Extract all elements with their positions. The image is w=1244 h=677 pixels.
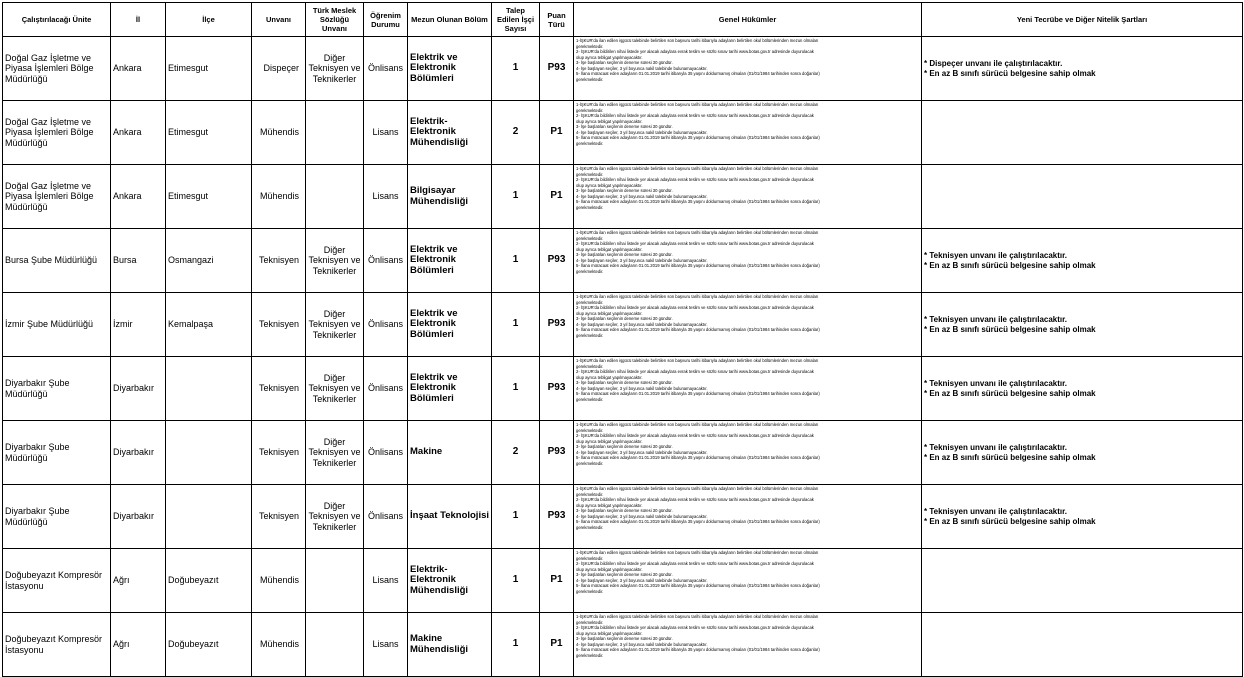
cell-general-provisions xyxy=(574,165,922,229)
header-unit: Çalıştırılacağı Ünite xyxy=(3,3,111,37)
general-provision-line: 2- İŞKUR'da bildirilen nihai listede yer alacak adaylara evrak teslim ve sözlü sınav tarihi www.botas.gov.tr adresinde duyurulacak xyxy=(576,369,814,375)
header-province: İl xyxy=(111,3,166,37)
cell-education: Önlisans xyxy=(364,357,408,421)
cell-province: Ankara xyxy=(111,101,166,165)
cell-title: Mühendis xyxy=(252,165,306,229)
general-provision-line: gerekmektedir. xyxy=(576,204,604,210)
cell-score: P93 xyxy=(540,37,574,101)
cell-score: P93 xyxy=(540,421,574,485)
table-row xyxy=(3,293,1243,357)
general-provision-line: olup ayrıca tebligat yapılmayacaktır. xyxy=(576,246,643,252)
cell-occupation xyxy=(306,613,364,677)
cell-count: 1 xyxy=(492,613,540,677)
general-provision-line: 1-İŞKUR'da ilan edilen işgücü talebinde belirtilen son başvuru tarihi itibarıyla adayların belirtilen okul bölümlerinden mezun olmaları xyxy=(576,102,819,107)
table-row xyxy=(3,165,1243,229)
general-provision-line: 4- İşe başlayan seçiler, 3 yıl boyunca nakil talebinde bulunamayacaktır. xyxy=(576,321,708,327)
general-provision-line: 2- İŞKUR'da bildirilen nihai listede yer alacak adaylara evrak teslim ve sözlü sınav tarihi www.botas.gov.tr adresinde duyurulacak xyxy=(576,433,814,439)
cell-district: Etimesgut xyxy=(166,165,252,229)
general-provision-line: 5- İlana müracaat eden adayların 01.01.2019 tarihi itibarıyla 35 yaşını doldurmamış olmaları (01/01/1984 tarihinden sonra doğanlar) xyxy=(576,583,820,589)
cell-score: P93 xyxy=(540,357,574,421)
cell-province: Ankara xyxy=(111,37,166,101)
cell-department: Elektrik ve Elektronik Bölümleri xyxy=(408,357,492,421)
general-provision-line: 1-İŞKUR'da ilan edilen işgücü talebinde belirtilen son başvuru tarihi itibarıyla adayların belirtilen okul bölümlerinden mezun olmaları xyxy=(576,614,819,619)
cell-title: Mühendis xyxy=(252,101,306,165)
requirement-line: * Teknisyen unvanı ile çalıştırılacaktır. xyxy=(924,250,1068,260)
general-provision-line: 3- İşe başlatılan seçilenin deneme süresi 30 gündür. xyxy=(576,380,673,386)
general-provision-line: gerekmektedir. xyxy=(576,140,604,146)
cell-province: Diyarbakır xyxy=(111,485,166,549)
header-education: Öğrenim Durumu xyxy=(364,3,408,37)
cell-unit: Diyarbakır Şube Müdürlüğü xyxy=(3,421,111,485)
general-provision-line: gerekmektedir. xyxy=(576,235,604,241)
cell-title: Mühendis xyxy=(252,613,306,677)
general-provision-line: 5- İlana müracaat eden adayların 01.01.2019 tarihi itibarıyla 35 yaşını doldurmamış olmaları (01/01/1984 tarihinden sonra doğanlar) xyxy=(576,455,820,461)
requirement-line: * En az B sınıfı sürücü belgesine sahip olmak xyxy=(924,260,1096,270)
cell-title: Teknisyen xyxy=(252,357,306,421)
cell-count: 1 xyxy=(492,165,540,229)
general-provision-line: 2- İŞKUR'da bildirilen nihai listede yer alacak adaylara evrak teslim ve sözlü sınav tarihi www.botas.gov.tr adresinde duyurulacak xyxy=(576,625,814,631)
cell-title: Mühendis xyxy=(252,549,306,613)
cell-education: Lisans xyxy=(364,613,408,677)
cell-general-provisions xyxy=(574,485,922,549)
general-provision-line: gerekmektedir. xyxy=(576,588,604,594)
job-listing-table xyxy=(2,2,1243,677)
cell-requirements xyxy=(922,101,1243,165)
general-provision-line: 4- İşe başlayan seçiler, 3 yıl boyunca nakil talebinde bulunamayacaktır. xyxy=(576,449,708,455)
cell-department: Elektrik-Elektronik Mühendisliği xyxy=(408,549,492,613)
cell-unit: Diyarbakır Şube Müdürlüğü xyxy=(3,357,111,421)
general-provision-line: 5- İlana müracaat eden adayların 01.01.2019 tarihi itibarıyla 35 yaşını doldurmamış olmaları (01/01/1984 tarihinden sonra doğanlar) xyxy=(576,263,820,269)
requirement-line: * Teknisyen unvanı ile çalıştırılacaktır. xyxy=(924,314,1068,324)
table-body xyxy=(3,37,1243,677)
cell-province: Bursa xyxy=(111,229,166,293)
cell-general-provisions xyxy=(574,613,922,677)
general-provision-line: 1-İŞKUR'da ilan edilen işgücü talebinde belirtilen son başvuru tarihi itibarıyla adayların belirtilen okul bölümlerinden mezun olmaları xyxy=(576,422,819,427)
cell-title: Teknisyen xyxy=(252,229,306,293)
general-provision-line: 3- İşe başlatılan seçilenin deneme süresi 30 gündür. xyxy=(576,572,673,578)
cell-unit: Doğal Gaz İşletme ve Piyasa İşlemleri Bölge Müdürlüğü xyxy=(3,37,111,101)
general-provision-line: 5- İlana müracaat eden adayların 01.01.2019 tarihi itibarıyla 35 yaşını doldurmamış olmaları (01/01/1984 tarihinden sonra doğanlar) xyxy=(576,391,820,397)
cell-title: Teknisyen xyxy=(252,421,306,485)
header-requirements: Yeni Tecrübe ve Diğer Nitelik Şartları xyxy=(922,3,1243,37)
cell-requirements xyxy=(922,229,1243,293)
cell-count: 2 xyxy=(492,421,540,485)
cell-unit: İzmir Şube Müdürlüğü xyxy=(3,293,111,357)
cell-district xyxy=(166,421,252,485)
cell-education: Önlisans xyxy=(364,37,408,101)
cell-count: 1 xyxy=(492,293,540,357)
cell-count: 1 xyxy=(492,485,540,549)
general-provision-line: 1-İŞKUR'da ilan edilen işgücü talebinde belirtilen son başvuru tarihi itibarıyla adayların belirtilen okul bölümlerinden mezun olmaları xyxy=(576,486,819,491)
cell-occupation xyxy=(306,165,364,229)
cell-title: Teknisyen xyxy=(252,293,306,357)
general-provision-line: 4- İşe başlayan seçiler, 3 yıl boyunca nakil talebinde bulunamayacaktır. xyxy=(576,129,708,135)
cell-education: Lisans xyxy=(364,165,408,229)
general-provision-line: 1-İŞKUR'da ilan edilen işgücü talebinde belirtilen son başvuru tarihi itibarıyla adayların belirtilen okul bölümlerinden mezun olmaları xyxy=(576,358,819,363)
general-provision-line: 1-İŞKUR'da ilan edilen işgücü talebinde belirtilen son başvuru tarihi itibarıyla adayların belirtilen okul bölümlerinden mezun olmaları xyxy=(576,166,819,171)
header-department: Mezun Olunan Bölüm xyxy=(408,3,492,37)
general-provision-line: gerekmektedir. xyxy=(576,171,604,177)
cell-score: P1 xyxy=(540,101,574,165)
table-row xyxy=(3,485,1243,549)
cell-score: P93 xyxy=(540,229,574,293)
cell-education: Önlisans xyxy=(364,421,408,485)
cell-title: Dispeçer xyxy=(252,37,306,101)
general-provision-line: gerekmektedir. xyxy=(576,76,604,82)
general-provision-line: gerekmektedir. xyxy=(576,524,604,530)
general-provision-line: 5- İlana müracaat eden adayların 01.01.2019 tarihi itibarıyla 35 yaşını doldurmamış olmaları (01/01/1984 tarihinden sonra doğanlar) xyxy=(576,647,820,653)
general-provision-line: gerekmektedir. xyxy=(576,652,604,658)
general-provision-line: 4- İşe başlayan seçiler, 3 yıl boyunca nakil talebinde bulunamayacaktır. xyxy=(576,641,708,647)
requirement-line: * En az B sınıfı sürücü belgesine sahip olmak xyxy=(924,388,1096,398)
header-row xyxy=(3,3,1243,37)
cell-district: Etimesgut xyxy=(166,37,252,101)
requirement-line: * Teknisyen unvanı ile çalıştırılacaktır. xyxy=(924,506,1068,516)
general-provision-line: olup ayrıca tebligat yapılmayacaktır. xyxy=(576,310,643,316)
table-row xyxy=(3,229,1243,293)
requirement-line: * En az B sınıfı sürücü belgesine sahip olmak xyxy=(924,452,1096,462)
cell-count: 1 xyxy=(492,357,540,421)
general-provision-line: 5- İlana müracaat eden adayların 01.01.2019 tarihi itibarıyla 35 yaşını doldurmamış olmaları (01/01/1984 tarihinden sonra doğanlar) xyxy=(576,199,820,205)
cell-education: Önlisans xyxy=(364,485,408,549)
cell-requirements xyxy=(922,613,1243,677)
general-provision-line: 4- İşe başlayan seçiler, 3 yıl boyunca nakil talebinde bulunamayacaktır. xyxy=(576,385,708,391)
cell-requirements xyxy=(922,485,1243,549)
table-row xyxy=(3,613,1243,677)
requirement-line: * En az B sınıfı sürücü belgesine sahip olmak xyxy=(924,516,1096,526)
cell-general-provisions xyxy=(574,421,922,485)
cell-requirements xyxy=(922,421,1243,485)
cell-department: Bilgisayar Mühendisliği xyxy=(408,165,492,229)
general-provision-line: 2- İŞKUR'da bildirilen nihai listede yer alacak adaylara evrak teslim ve sözlü sınav tarihi www.botas.gov.tr adresinde duyurulacak xyxy=(576,561,814,567)
cell-score: P1 xyxy=(540,165,574,229)
cell-district xyxy=(166,485,252,549)
general-provision-line: 2- İŞKUR'da bildirilen nihai listede yer alacak adaylara evrak teslim ve sözlü sınav tarihi www.botas.gov.tr adresinde duyurulacak xyxy=(576,497,814,503)
cell-general-provisions xyxy=(574,229,922,293)
general-provision-line: gerekmektedir. xyxy=(576,299,604,305)
cell-department: Elektrik ve Elektronik Bölümleri xyxy=(408,293,492,357)
general-provision-line: gerekmektedir. xyxy=(576,396,604,402)
general-provision-line: 3- İşe başlatılan seçilenin deneme süresi 30 gündür. xyxy=(576,636,673,642)
general-provision-line: 3- İşe başlatılan seçilenin deneme süresi 30 gündür. xyxy=(576,188,673,194)
cell-province: Ağrı xyxy=(111,549,166,613)
general-provision-line: 4- İşe başlayan seçiler, 3 yıl boyunca nakil talebinde bulunamayacaktır. xyxy=(576,257,708,263)
cell-count: 1 xyxy=(492,37,540,101)
cell-unit: Doğal Gaz İşletme ve Piyasa İşlemleri Bölge Müdürlüğü xyxy=(3,165,111,229)
requirement-line: * En az B sınıfı sürücü belgesine sahip olmak xyxy=(924,68,1096,78)
requirement-line: * Teknisyen unvanı ile çalıştırılacaktır. xyxy=(924,442,1068,452)
general-provision-line: 3- İşe başlatılan seçilenin deneme süresi 30 gündür. xyxy=(576,124,673,130)
general-provision-line: olup ayrıca tebligat yapılmayacaktır. xyxy=(576,182,643,188)
cell-department: Elektrik ve Elektronik Bölümleri xyxy=(408,37,492,101)
cell-department: İnşaat Teknolojisi xyxy=(408,485,492,549)
cell-requirements xyxy=(922,293,1243,357)
cell-general-provisions xyxy=(574,37,922,101)
cell-unit: Doğubeyazıt Kompresör İstasyonu xyxy=(3,549,111,613)
table-row xyxy=(3,357,1243,421)
cell-requirements xyxy=(922,549,1243,613)
cell-general-provisions xyxy=(574,101,922,165)
header-occupation: Türk Meslek Sözlüğü Unvanı xyxy=(306,3,364,37)
cell-score: P93 xyxy=(540,293,574,357)
general-provision-line: 3- İşe başlatılan seçilenin deneme süresi 30 gündür. xyxy=(576,252,673,258)
cell-occupation: Diğer Teknisyen ve Teknikerler xyxy=(306,357,364,421)
table-row xyxy=(3,421,1243,485)
cell-district: Etimesgut xyxy=(166,101,252,165)
general-provision-line: olup ayrıca tebligat yapılmayacaktır. xyxy=(576,118,643,124)
cell-province: Ankara xyxy=(111,165,166,229)
general-provision-line: gerekmektedir. xyxy=(576,268,604,274)
table-row xyxy=(3,549,1243,613)
cell-count: 1 xyxy=(492,229,540,293)
cell-unit: Doğubeyazıt Kompresör İstasyonu xyxy=(3,613,111,677)
cell-province: İzmir xyxy=(111,293,166,357)
cell-title: Teknisyen xyxy=(252,485,306,549)
general-provision-line: 3- İşe başlatılan seçilenin deneme süresi 30 gündür. xyxy=(576,60,673,66)
cell-requirements xyxy=(922,357,1243,421)
general-provision-line: 3- İşe başlatılan seçilenin deneme süresi 30 gündür. xyxy=(576,316,673,322)
cell-province: Diyarbakır xyxy=(111,421,166,485)
cell-general-provisions xyxy=(574,549,922,613)
cell-department: Elektrik-Elektronik Mühendisliği xyxy=(408,101,492,165)
cell-department: Makine xyxy=(408,421,492,485)
general-provision-line: gerekmektedir. xyxy=(576,460,604,466)
cell-unit: Bursa Şube Müdürlüğü xyxy=(3,229,111,293)
general-provision-line: gerekmektedir. xyxy=(576,107,604,113)
table-row xyxy=(3,101,1243,165)
cell-district: Osmangazi xyxy=(166,229,252,293)
general-provision-line: 4- İşe başlayan seçiler, 3 yıl boyunca nakil talebinde bulunamayacaktır. xyxy=(576,193,708,199)
cell-province: Ağrı xyxy=(111,613,166,677)
general-provision-line: 2- İŞKUR'da bildirilen nihai listede yer alacak adaylara evrak teslim ve sözlü sınav tarihi www.botas.gov.tr adresinde duyurulacak xyxy=(576,113,814,119)
cell-score: P93 xyxy=(540,485,574,549)
cell-district: Kemalpaşa xyxy=(166,293,252,357)
cell-district xyxy=(166,357,252,421)
cell-occupation: Diğer Teknisyen ve Teknikerler xyxy=(306,229,364,293)
header-district: İlçe xyxy=(166,3,252,37)
cell-education: Lisans xyxy=(364,101,408,165)
general-provision-line: 5- İlana müracaat eden adayların 01.01.2019 tarihi itibarıyla 35 yaşını doldurmamış olmaları (01/01/1984 tarihinden sonra doğanlar) xyxy=(576,71,820,77)
header-score: Puan Türü xyxy=(540,3,574,37)
general-provision-line: gerekmektedir. xyxy=(576,491,604,497)
cell-score: P1 xyxy=(540,613,574,677)
cell-department: Makine Mühendisliği xyxy=(408,613,492,677)
general-provision-line: gerekmektedir. xyxy=(576,427,604,433)
cell-district: Doğubeyazıt xyxy=(166,613,252,677)
general-provision-line: 3- İşe başlatılan seçilenin deneme süresi 30 gündür. xyxy=(576,444,673,450)
cell-occupation: Diğer Teknisyen ve Teknikerler xyxy=(306,293,364,357)
general-provision-line: 2- İŞKUR'da bildirilen nihai listede yer alacak adaylara evrak teslim ve sözlü sınav tarihi www.botas.gov.tr adresinde duyurulacak xyxy=(576,177,814,183)
general-provision-line: 5- İlana müracaat eden adayların 01.01.2019 tarihi itibarıyla 35 yaşını doldurmamış olmaları (01/01/1984 tarihinden sonra doğanlar) xyxy=(576,327,820,333)
general-provision-line: 2- İŞKUR'da bildirilen nihai listede yer alacak adaylara evrak teslim ve sözlü sınav tarihi www.botas.gov.tr adresinde duyurulacak xyxy=(576,49,814,55)
general-provision-line: 1-İŞKUR'da ilan edilen işgücü talebinde belirtilen son başvuru tarihi itibarıyla adayların belirtilen okul bölümlerinden mezun olmaları xyxy=(576,294,819,299)
requirement-line: * Dispeçer unvanı ile çalıştırılacaktır. xyxy=(924,58,1063,68)
general-provision-line: 4- İşe başlayan seçiler, 3 yıl boyunca nakil talebinde bulunamayacaktır. xyxy=(576,513,708,519)
cell-general-provisions xyxy=(574,293,922,357)
general-provision-line: olup ayrıca tebligat yapılmayacaktır. xyxy=(576,502,643,508)
general-provision-line: 1-İŞKUR'da ilan edilen işgücü talebinde belirtilen son başvuru tarihi itibarıyla adayların belirtilen okul bölümlerinden mezun olmaları xyxy=(576,230,819,235)
general-provision-line: 5- İlana müracaat eden adayların 01.01.2019 tarihi itibarıyla 35 yaşını doldurmamış olmaları (01/01/1984 tarihinden sonra doğanlar) xyxy=(576,135,820,141)
general-provision-line: olup ayrıca tebligat yapılmayacaktır. xyxy=(576,438,643,444)
requirement-line: * Teknisyen unvanı ile çalıştırılacaktır. xyxy=(924,378,1068,388)
cell-district: Doğubeyazıt xyxy=(166,549,252,613)
general-provision-line: olup ayrıca tebligat yapılmayacaktır. xyxy=(576,54,643,60)
header-title: Unvanı xyxy=(252,3,306,37)
cell-count: 1 xyxy=(492,549,540,613)
general-provision-line: 1-İŞKUR'da ilan edilen işgücü talebinde belirtilen son başvuru tarihi itibarıyla adayların belirtilen okul bölümlerinden mezun olmaları xyxy=(576,38,819,43)
general-provision-line: gerekmektedir. xyxy=(576,619,604,625)
requirement-line: * En az B sınıfı sürücü belgesine sahip olmak xyxy=(924,324,1096,334)
cell-unit: Doğal Gaz İşletme ve Piyasa İşlemleri Bölge Müdürlüğü xyxy=(3,101,111,165)
cell-education: Önlisans xyxy=(364,229,408,293)
cell-requirements xyxy=(922,165,1243,229)
general-provision-line: gerekmektedir. xyxy=(576,43,604,49)
cell-requirements xyxy=(922,37,1243,101)
general-provision-line: gerekmektedir. xyxy=(576,363,604,369)
general-provision-line: 1-İŞKUR'da ilan edilen işgücü talebinde belirtilen son başvuru tarihi itibarıyla adayların belirtilen okul bölümlerinden mezun olmaları xyxy=(576,550,819,555)
general-provision-line: 5- İlana müracaat eden adayların 01.01.2019 tarihi itibarıyla 35 yaşını doldurmamış olmaları (01/01/1984 tarihinden sonra doğanlar) xyxy=(576,519,820,525)
cell-province: Diyarbakır xyxy=(111,357,166,421)
cell-count: 2 xyxy=(492,101,540,165)
general-provision-line: 2- İŞKUR'da bildirilen nihai listede yer alacak adaylara evrak teslim ve sözlü sınav tarihi www.botas.gov.tr adresinde duyurulacak xyxy=(576,241,814,247)
general-provision-line: 4- İşe başlayan seçiler, 3 yıl boyunca nakil talebinde bulunamayacaktır. xyxy=(576,577,708,583)
table-row xyxy=(3,37,1243,101)
header-count: Talep Edilen İşçi Sayısı xyxy=(492,3,540,37)
cell-department: Elektrik ve Elektronik Bölümleri xyxy=(408,229,492,293)
general-provision-line: olup ayrıca tebligat yapılmayacaktır. xyxy=(576,630,643,636)
general-provision-line: 2- İŞKUR'da bildirilen nihai listede yer alacak adaylara evrak teslim ve sözlü sınav tarihi www.botas.gov.tr adresinde duyurulacak xyxy=(576,305,814,311)
cell-education: Önlisans xyxy=(364,293,408,357)
header-general: Genel Hükümler xyxy=(574,3,922,37)
cell-occupation: Diğer Teknisyen ve Teknikerler xyxy=(306,421,364,485)
general-provision-line: 4- İşe başlayan seçiler, 3 yıl boyunca nakil talebinde bulunamayacaktır. xyxy=(576,65,708,71)
general-provision-line: 3- İşe başlatılan seçilenin deneme süresi 30 gündür. xyxy=(576,508,673,514)
general-provision-line: olup ayrıca tebligat yapılmayacaktır. xyxy=(576,374,643,380)
cell-unit: Diyarbakır Şube Müdürlüğü xyxy=(3,485,111,549)
cell-general-provisions xyxy=(574,357,922,421)
general-provision-line: gerekmektedir. xyxy=(576,332,604,338)
cell-occupation: Diğer Teknisyen ve Teknikerler xyxy=(306,37,364,101)
cell-education: Lisans xyxy=(364,549,408,613)
general-provision-line: olup ayrıca tebligat yapılmayacaktır. xyxy=(576,566,643,572)
cell-occupation xyxy=(306,101,364,165)
general-provision-line: gerekmektedir. xyxy=(576,555,604,561)
cell-occupation xyxy=(306,549,364,613)
cell-occupation: Diğer Teknisyen ve Teknikerler xyxy=(306,485,364,549)
cell-score: P1 xyxy=(540,549,574,613)
